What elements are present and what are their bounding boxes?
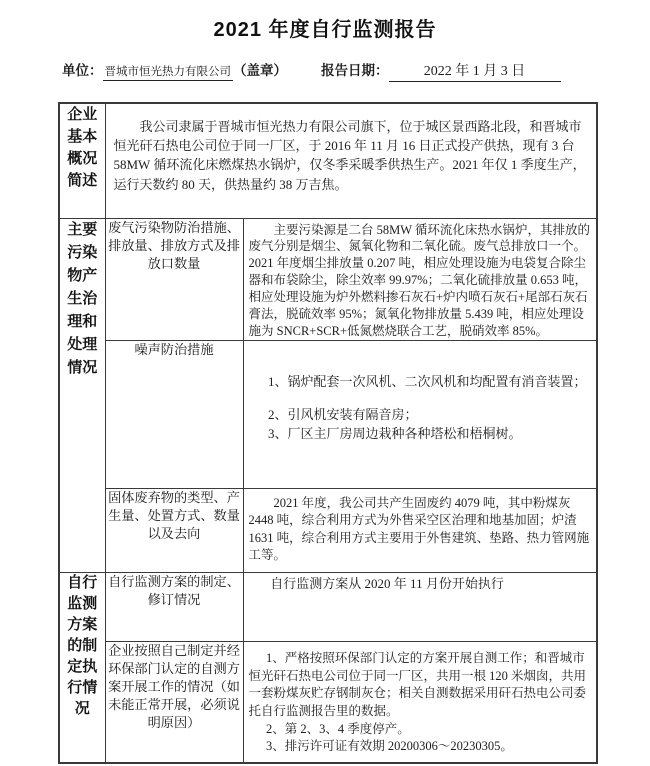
row-solid-waste bbox=[59, 488, 597, 572]
section-header-company-profile bbox=[59, 103, 105, 218]
report-meta bbox=[62, 59, 596, 82]
company-profile-cell bbox=[105, 103, 597, 218]
plan-revision-label-cell bbox=[105, 572, 243, 641]
row-plan-execution bbox=[59, 641, 597, 763]
report-date-value: 2022 年 1 月 3 日 bbox=[389, 60, 561, 82]
gas-pollution-label-cell bbox=[105, 218, 243, 340]
plan-execution-item-1: 1、严格按照环保部门认定的方案开展自测工作；和晋城市恒光矸石热电公司位于同一厂区，共用一根 120 米烟囱，共用一套粉煤灰贮存钢制灰仓；相关自测数据采用矸石热电公司委托自行监测报告里的数据。 bbox=[248, 650, 587, 718]
plan-execution-label: 企业按照自己制定并经环保部门认定的自测方案开展工作的情况（如未能正常开展，必须说明原因） bbox=[108, 642, 240, 730]
section-header-text: 企业基本概况简述 bbox=[67, 107, 98, 189]
row-company-profile bbox=[59, 103, 597, 218]
gas-pollution-text: 主要污染源是二台 58MW 循环流化床热水锅炉，其排放的废气分别是烟尘、氮氧化物和二氧化硫。废气总排放口一个。2021 年度烟尘排放量 0.207 吨，相应处理设施为电袋复合除尘器和布袋除尘，除尘效率 99.97%；二氧化硫排放量 0.653 吨，相应处理设施为炉外燃料掺石灰石+炉内喷石灰石+尾部石灰石膏法，脱硫效率 95%；氮氧化物排放量 5.439 吨，相应处理设施为 SNCR+SCR+低氮燃烧联合工艺，脱硝效率 85%。 bbox=[248, 222, 590, 338]
seal-label: （盖章） bbox=[233, 63, 287, 78]
noise-cell bbox=[243, 340, 597, 488]
company-name: 晋城市恒光热力有限公司 bbox=[103, 63, 234, 81]
row-plan-revision bbox=[59, 572, 597, 641]
section-header-text: 自行监测方案的制定执行情况 bbox=[67, 574, 98, 717]
solid-waste-label: 固体废弃物的类型、产生量、处置方式、数量以及去向 bbox=[108, 489, 240, 541]
row-noise bbox=[59, 340, 597, 488]
solid-waste-cell bbox=[243, 488, 597, 572]
section-header-text: 主要污染物产生治理和处理情况 bbox=[67, 221, 98, 376]
section-header-monitoring bbox=[59, 572, 105, 763]
unit-label: 单位： bbox=[62, 63, 103, 78]
report-date-label: 报告日期： bbox=[321, 63, 389, 78]
solid-waste-text: 2021 年度，我公司共产生固废约 4079 吨，其中粉煤灰 2448 吨，综合利用方式为外售采空区治理和地基加固；炉渣 1631 吨，综合利用方式主要用于外售建筑、垫路、热力管网施工等。 bbox=[248, 495, 590, 563]
noise-label-cell bbox=[105, 340, 243, 488]
report-table bbox=[58, 102, 598, 764]
gas-pollution-label: 废气污染物防治措施、排放量、排放方式及排放口数量 bbox=[108, 219, 240, 271]
noise-label: 噪声防治措施 bbox=[134, 341, 214, 357]
plan-revision-label: 自行监测方案的制定、修订情况 bbox=[108, 573, 240, 607]
gas-pollution-cell bbox=[243, 218, 597, 340]
company-profile-text: 我公司隶属于晋城市恒光热力有限公司旗下，位于城区景西路北段，和晋城市恒光矸石热电公司位于同一厂区，于 2016 年 11 月 16 日正式投产供热，现有 3 台 58MW 循环流化床燃煤热水锅炉，仅冬季采暖季供热生产。2021 年仅 1 季度生产，运行天数约 80 天，供热量约 38 万吉焦。 bbox=[113, 119, 586, 192]
plan-revision-text: 自行监测方案从 2020 年 11 月份开始执行 bbox=[270, 575, 504, 591]
section-header-pollution bbox=[59, 218, 105, 572]
plan-execution-item-2: 2、第 2、3、4 季度停产。 bbox=[266, 721, 410, 736]
noise-item-1: 1、锅炉配套一次风机、二次风机和均配置有消音装置； bbox=[268, 373, 587, 389]
page-title: 2021 年度自行监测报告 bbox=[213, 19, 437, 41]
solid-waste-label-cell bbox=[105, 488, 243, 572]
plan-execution-cell bbox=[243, 641, 597, 763]
plan-revision-cell bbox=[243, 572, 597, 641]
noise-item-2: 2、引风机安装有隔音房； bbox=[268, 406, 418, 422]
row-gas-pollution bbox=[59, 218, 597, 340]
plan-execution-item-3: 3、排污许可证有效期 20200306～20230305。 bbox=[266, 739, 513, 754]
noise-item-3: 3、厂区主厂房周边栽种各种塔松和梧桐树。 bbox=[268, 425, 522, 441]
plan-execution-label-cell bbox=[105, 641, 243, 763]
